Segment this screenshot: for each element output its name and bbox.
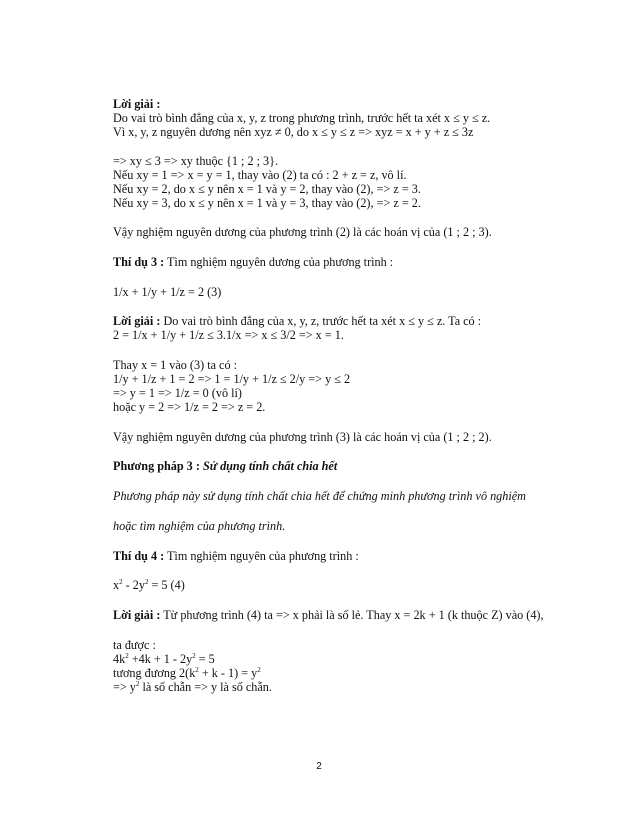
eq-part: = 5 bbox=[195, 652, 215, 666]
italic-text: Phương pháp này sử dụng tính chất chia hết để chứng minh phương trình vô nghiệm bbox=[113, 489, 526, 503]
text-line: hoặc y = 2 => 1/z = 2 => z = 2. bbox=[113, 400, 266, 414]
eq-part: x bbox=[113, 578, 120, 592]
italic-text: hoặc tìm nghiệm của phương trình. bbox=[113, 519, 286, 533]
example-4-text: Tìm nghiệm nguyên của phương trình : bbox=[164, 549, 359, 563]
text-line: Do vai trò bình đẳng của x, y, z trong phương trình, trước hết ta xét x ≤ y ≤ z. bbox=[113, 111, 491, 125]
text-line: Nếu xy = 2, do x ≤ y nên x = 1 và y = 2, thay vào (2), => z = 3. bbox=[113, 182, 421, 196]
example-3-text: Tìm nghiệm nguyên dương của phương trình : bbox=[164, 255, 394, 269]
eq-part: = 5 (4) bbox=[148, 578, 185, 592]
text-line: => xy ≤ 3 => xy thuộc {1 ; 2 ; 3}. bbox=[113, 154, 279, 168]
exponent: 2 bbox=[257, 665, 261, 674]
example-3-line bbox=[113, 255, 393, 269]
exponent: 2 bbox=[125, 651, 129, 660]
eq-part: +4k + 1 - 2y bbox=[128, 652, 193, 666]
eq-part: => y bbox=[113, 680, 136, 694]
exponent: 2 bbox=[195, 665, 199, 674]
text-line: ta được : bbox=[113, 638, 156, 652]
eq-part: 4k bbox=[113, 652, 126, 666]
equation-3: 1/x + 1/y + 1/z = 2 (3) bbox=[113, 285, 222, 299]
eq-part: là số chẵn => y là số chẵn. bbox=[139, 680, 272, 694]
method-3-desc bbox=[113, 489, 526, 503]
page-number: 2 bbox=[316, 761, 322, 772]
exponent: 2 bbox=[192, 651, 196, 660]
example-4-label: Thí dụ 4 : bbox=[113, 549, 165, 563]
method-3-heading bbox=[113, 459, 337, 473]
text-line: 2 = 1/x + 1/y + 1/z ≤ 3.1/x => x ≤ 3/2 => x = 1. bbox=[113, 328, 344, 342]
text-line: 1/y + 1/z + 1 = 2 => 1 = 1/y + 1/z ≤ 2/y => y ≤ 2 bbox=[113, 372, 351, 386]
exponent: 2 bbox=[135, 679, 140, 688]
method-3-label: Phương pháp 3 : bbox=[113, 459, 200, 473]
text-line: Nếu xy = 3, do x ≤ y nên x = 1 và y = 3, thay vào (2), => z = 2. bbox=[113, 196, 421, 210]
solution-3-text: Do vai trò bình đẳng của x, y, z, trước hết ta xét x ≤ y ≤ z. Ta có : bbox=[160, 314, 482, 328]
equation-4 bbox=[113, 578, 185, 592]
text-line: Vậy nghiệm nguyên dương của phương trình (2) là các hoán vị của (1 ; 2 ; 3). bbox=[113, 225, 492, 239]
solution-label: Lời giải : bbox=[113, 314, 161, 328]
text-line: Vì x, y, z nguyên dương nên xyz ≠ 0, do x ≤ y ≤ z => xyz = x + y + z ≤ 3z bbox=[113, 125, 474, 139]
exponent: 2 bbox=[119, 577, 123, 586]
text-line: Nếu xy = 1 => x = y = 1, thay vào (2) ta có : 2 + z = z, vô lí. bbox=[113, 168, 407, 182]
solution-3-line bbox=[113, 314, 481, 328]
equation-line bbox=[113, 652, 215, 666]
text-line: Thay x = 1 vào (3) ta có : bbox=[113, 358, 237, 372]
equation-line bbox=[113, 666, 261, 680]
solution-4-line bbox=[113, 608, 544, 622]
example-3-label: Thí dụ 3 : bbox=[113, 255, 165, 269]
solution-heading bbox=[113, 97, 160, 111]
solution-4-text: Từ phương trình (4) ta => x phải là số lẻ. Thay x = 2k + 1 (k thuộc Z) vào (4), bbox=[160, 608, 544, 622]
method-3-desc bbox=[113, 519, 285, 533]
equation-line bbox=[113, 680, 272, 694]
eq-part: - 2y bbox=[122, 578, 145, 592]
solution-label: Lời giải : bbox=[113, 608, 161, 622]
solution-label: Lời giải : bbox=[113, 97, 161, 111]
text-line: Vậy nghiệm nguyên dương của phương trình (3) là các hoán vị của (1 ; 2 ; 2). bbox=[113, 430, 492, 444]
exponent: 2 bbox=[144, 577, 149, 586]
eq-part: + k - 1) = y bbox=[198, 666, 258, 680]
eq-part: tương đương 2(k bbox=[113, 666, 196, 680]
method-3-title: Sử dụng tính chất chia hết bbox=[202, 459, 338, 473]
text-line: => y = 1 => 1/z = 0 (vô lí) bbox=[113, 386, 242, 400]
example-4-line bbox=[113, 549, 359, 563]
